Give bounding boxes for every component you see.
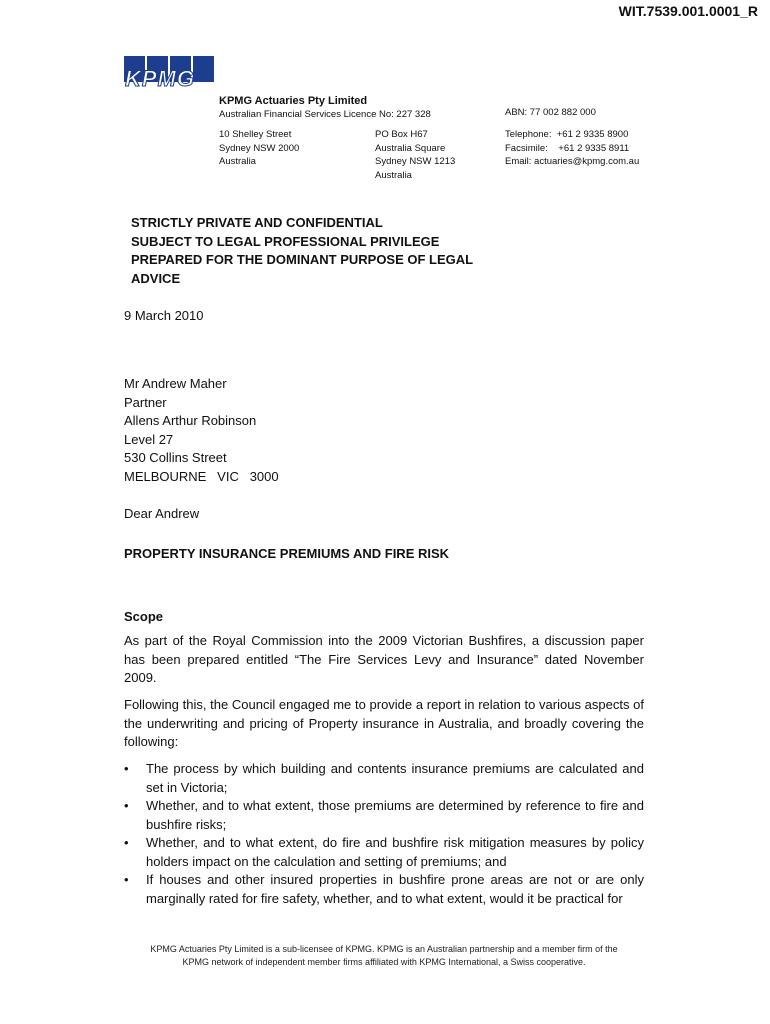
- recipient-address: [124, 375, 279, 486]
- address-line: Australia Square: [375, 142, 446, 154]
- list-item: [124, 834, 644, 871]
- list-item-text: If houses and other insured properties in bushfire prone areas are not or are only marginally rated for fire safety, whether, and to what extent, would it be practical for: [146, 872, 644, 906]
- paragraph: Following this, the Council engaged me to provide a report in relation to various aspects of the underwriting and pricing of Property insurance in Australia, and broadly covering the following:: [124, 697, 644, 749]
- recipient-line: MELBOURNE VIC 3000: [124, 468, 279, 484]
- paragraph: As part of the Royal Commission into the 2009 Victorian Bushfires, a discussion paper has been prepared entitled “The Fire Services Levy and Insurance” dated November 2009.: [124, 633, 644, 685]
- footer-line: KPMG Actuaries Pty Limited is a sub-licensee of KPMG. KPMG is an Australian partnership and a member firm of the: [150, 944, 618, 954]
- postal-address: [375, 128, 455, 182]
- address-line: Sydney NSW 2000: [219, 142, 300, 154]
- letter-subject: PROPERTY INSURANCE PREMIUMS AND FIRE RISK: [124, 546, 450, 561]
- notice-line: ADVICE: [131, 271, 181, 287]
- list-item-text: The process by which building and contents insurance premiums are calculated and set in Victoria;: [146, 761, 644, 795]
- logo-text: KPMG: [125, 66, 195, 91]
- list-item-text: Whether, and to what extent, do fire and bushfire risk mitigation measures by policy holders impact on the calculation and setting of premiums; and: [146, 835, 644, 869]
- notice-line: SUBJECT TO LEGAL PROFESSIONAL PRIVILEGE: [131, 233, 440, 249]
- facsimile: Facsimile: +61 2 9335 8911: [505, 142, 630, 154]
- list-item: [124, 871, 644, 908]
- footer-line: KPMG network of independent member firms affiliated with KPMG International, a Swiss cooperative.: [182, 957, 586, 967]
- company-name: KPMG Actuaries Pty Limited: [219, 95, 368, 107]
- document-id: WIT.7539.001.0001_R: [618, 3, 758, 19]
- licence-number: Australian Financial Services Licence No: 227 328: [219, 109, 431, 120]
- list-item-text: Whether, and to what extent, those premiums are determined by reference to fire and bushfire risks;: [146, 798, 644, 832]
- scope-bullet-list: [124, 760, 644, 908]
- recipient-line: Allens Arthur Robinson: [124, 413, 257, 428]
- list-item: [124, 797, 644, 834]
- bullet-icon: •: [124, 798, 129, 813]
- letter-date: 9 March 2010: [124, 308, 204, 323]
- recipient-line: Partner: [124, 394, 167, 410]
- list-item: [124, 760, 644, 797]
- kpmg-logo: [124, 56, 216, 92]
- email: Email: actuaries@kpmg.com.au: [505, 156, 640, 167]
- street-address: [219, 128, 299, 169]
- notice-line: PREPARED FOR THE DOMINANT PURPOSE OF LEGAL: [131, 252, 474, 268]
- salutation: Dear Andrew: [124, 506, 200, 521]
- address-line: Sydney NSW 1213: [375, 156, 456, 167]
- notice-line: STRICTLY PRIVATE AND CONFIDENTIAL: [131, 215, 383, 230]
- address-line: Australia: [219, 156, 256, 167]
- recipient-line: Level 27: [124, 431, 174, 447]
- address-line: PO Box H67: [375, 129, 428, 140]
- scope-heading: Scope: [124, 609, 164, 624]
- recipient-line: Mr Andrew Maher: [124, 376, 227, 391]
- address-line: 10 Shelley Street: [219, 129, 292, 140]
- telephone: Telephone: +61 2 9335 8900: [505, 129, 629, 140]
- address-line: Australia: [375, 169, 412, 181]
- bullet-icon: •: [124, 835, 129, 850]
- page-footer: [124, 943, 644, 969]
- abn-number: ABN: 77 002 882 000: [505, 107, 596, 118]
- confidentiality-notice: [131, 214, 511, 289]
- contact-details: [505, 128, 639, 169]
- bullet-icon: •: [124, 761, 129, 776]
- recipient-line: 530 Collins Street: [124, 450, 227, 465]
- bullet-icon: •: [124, 872, 129, 887]
